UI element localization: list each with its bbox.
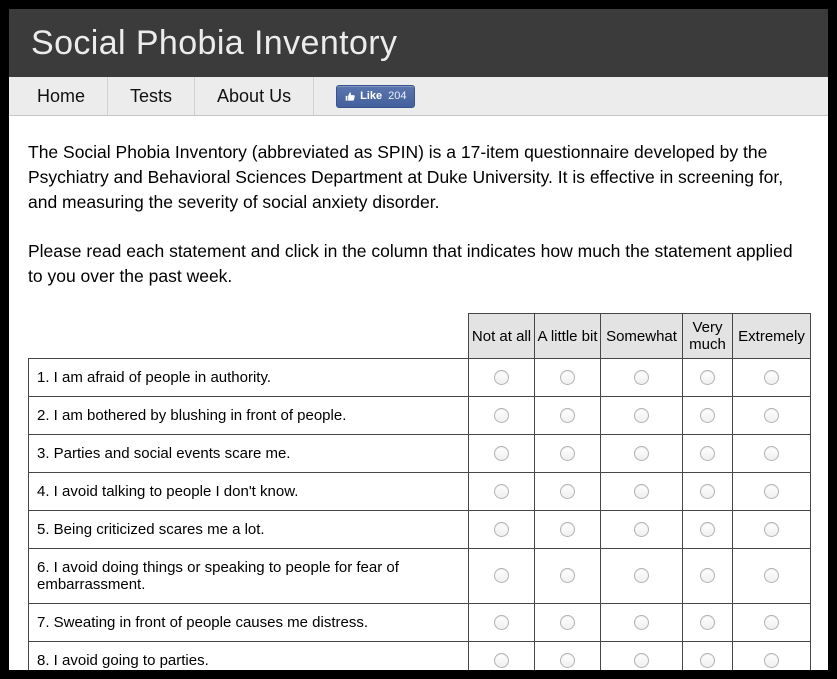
- radio-q7-5[interactable]: [764, 615, 779, 630]
- radio-q3-1[interactable]: [494, 446, 509, 461]
- option-cell: [733, 511, 811, 549]
- radio-q1-3[interactable]: [634, 370, 649, 385]
- option-cell: [535, 642, 601, 671]
- question-text: 3. Parties and social events scare me.: [29, 435, 469, 473]
- option-cell: [683, 435, 733, 473]
- radio-q3-2[interactable]: [560, 446, 575, 461]
- option-cell: [601, 549, 683, 604]
- radio-q1-5[interactable]: [764, 370, 779, 385]
- option-cell: [601, 473, 683, 511]
- option-cell: [469, 511, 535, 549]
- option-cell: [733, 549, 811, 604]
- question-text: 5. Being criticized scares me a lot.: [29, 511, 469, 549]
- option-cell: [535, 397, 601, 435]
- radio-q6-3[interactable]: [634, 568, 649, 583]
- survey-row: [29, 473, 811, 511]
- question-text: 2. I am bothered by blushing in front of people.: [29, 397, 469, 435]
- like-label: Like: [360, 90, 383, 102]
- survey-row: [29, 359, 811, 397]
- option-cell: [683, 359, 733, 397]
- page-title: Social Phobia Inventory: [31, 23, 398, 62]
- option-cell: [469, 435, 535, 473]
- radio-q8-2[interactable]: [560, 653, 575, 668]
- option-cell: [601, 511, 683, 549]
- option-cell: [469, 642, 535, 671]
- blank-header-cell: [29, 314, 469, 359]
- survey-row: [29, 397, 811, 435]
- option-cell: [733, 397, 811, 435]
- radio-q4-1[interactable]: [494, 484, 509, 499]
- survey-row: [29, 511, 811, 549]
- radio-q5-5[interactable]: [764, 522, 779, 537]
- question-text: 6. I avoid doing things or speaking to people for fear of embarrassment.: [29, 549, 469, 604]
- intro-paragraph-1: The Social Phobia Inventory (abbreviated as SPIN) is a 17-item questionnaire developed by the Psychiatry and Behavioral Sciences Department at Duke University. It is effective in screening for, and measuring the severity of social anxiety disorder.: [28, 142, 784, 212]
- like-count: 204: [388, 90, 407, 102]
- radio-q2-3[interactable]: [634, 408, 649, 423]
- option-cell: [535, 549, 601, 604]
- column-header-a-little-bit: A little bit: [535, 314, 601, 359]
- radio-q1-2[interactable]: [560, 370, 575, 385]
- column-header-extremely: Extremely: [733, 314, 811, 359]
- option-cell: [601, 359, 683, 397]
- radio-q7-3[interactable]: [634, 615, 649, 630]
- survey-header-row: [29, 314, 811, 359]
- option-cell: [683, 473, 733, 511]
- radio-q5-1[interactable]: [494, 522, 509, 537]
- survey-row: [29, 549, 811, 604]
- option-cell: [733, 642, 811, 671]
- radio-q6-4[interactable]: [700, 568, 715, 583]
- question-text: 1. I am afraid of people in authority.: [29, 359, 469, 397]
- option-cell: [733, 604, 811, 642]
- column-header-very-much: Very much: [683, 314, 733, 359]
- radio-q6-1[interactable]: [494, 568, 509, 583]
- option-cell: [535, 511, 601, 549]
- option-cell: [535, 473, 601, 511]
- main-nav: [9, 77, 828, 116]
- radio-q2-5[interactable]: [764, 408, 779, 423]
- option-cell: [469, 604, 535, 642]
- radio-q4-5[interactable]: [764, 484, 779, 499]
- survey-table: [28, 313, 811, 670]
- radio-q8-5[interactable]: [764, 653, 779, 668]
- intro-paragraph-2: Please read each statement and click in the column that indicates how much the statement applied to you over the past week.: [28, 241, 793, 286]
- survey-body: [29, 359, 811, 671]
- option-cell: [469, 473, 535, 511]
- facebook-like-button[interactable]: [336, 85, 415, 108]
- option-cell: [683, 511, 733, 549]
- question-text: 7. Sweating in front of people causes me distress.: [29, 604, 469, 642]
- radio-q6-5[interactable]: [764, 568, 779, 583]
- question-text: 4. I avoid talking to people I don't know.: [29, 473, 469, 511]
- option-cell: [469, 397, 535, 435]
- option-cell: [733, 435, 811, 473]
- radio-q8-3[interactable]: [634, 653, 649, 668]
- radio-q6-2[interactable]: [560, 568, 575, 583]
- nav-item-about-us[interactable]: About Us: [195, 77, 314, 115]
- option-cell: [469, 549, 535, 604]
- radio-q1-1[interactable]: [494, 370, 509, 385]
- radio-q3-3[interactable]: [634, 446, 649, 461]
- radio-q2-4[interactable]: [700, 408, 715, 423]
- radio-q5-4[interactable]: [700, 522, 715, 537]
- column-header-somewhat: Somewhat: [601, 314, 683, 359]
- radio-q3-4[interactable]: [700, 446, 715, 461]
- radio-q5-2[interactable]: [560, 522, 575, 537]
- radio-q7-1[interactable]: [494, 615, 509, 630]
- survey-row: [29, 435, 811, 473]
- survey-row: [29, 604, 811, 642]
- option-cell: [535, 359, 601, 397]
- option-cell: [601, 642, 683, 671]
- radio-q4-3[interactable]: [634, 484, 649, 499]
- nav-item-home[interactable]: Home: [15, 77, 108, 115]
- thumbs-up-icon: [345, 91, 356, 102]
- radio-q8-1[interactable]: [494, 653, 509, 668]
- radio-q4-4[interactable]: [700, 484, 715, 499]
- option-cell: [683, 604, 733, 642]
- option-cell: [535, 604, 601, 642]
- option-cell: [733, 473, 811, 511]
- option-cell: [683, 642, 733, 671]
- nav-item-tests[interactable]: Tests: [108, 77, 195, 115]
- radio-q2-2[interactable]: [560, 408, 575, 423]
- option-cell: [601, 604, 683, 642]
- question-text: 8. I avoid going to parties.: [29, 642, 469, 671]
- radio-q2-1[interactable]: [494, 408, 509, 423]
- radio-q4-2[interactable]: [560, 484, 575, 499]
- radio-q5-3[interactable]: [634, 522, 649, 537]
- option-cell: [601, 435, 683, 473]
- option-cell: [535, 435, 601, 473]
- radio-q1-4[interactable]: [700, 370, 715, 385]
- radio-q8-4[interactable]: [700, 653, 715, 668]
- option-cell: [683, 397, 733, 435]
- column-header-not-at-all: Not at all: [469, 314, 535, 359]
- option-cell: [733, 359, 811, 397]
- option-cell: [601, 397, 683, 435]
- site-header: [9, 9, 828, 77]
- radio-q7-4[interactable]: [700, 615, 715, 630]
- option-cell: [469, 359, 535, 397]
- option-cell: [683, 549, 733, 604]
- content-area: [9, 116, 828, 670]
- radio-q7-2[interactable]: [560, 615, 575, 630]
- survey-row: [29, 642, 811, 671]
- radio-q3-5[interactable]: [764, 446, 779, 461]
